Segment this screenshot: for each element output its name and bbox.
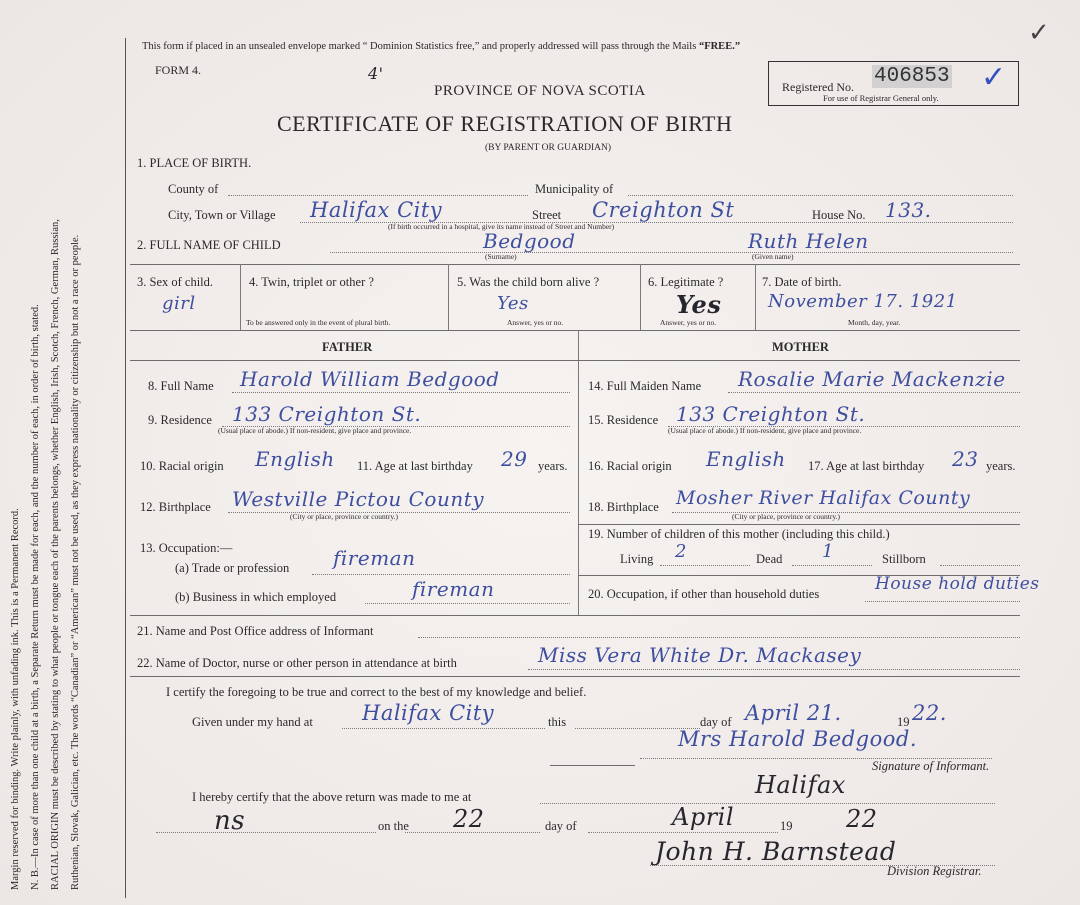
stillborn-label: Stillborn <box>882 552 926 566</box>
check-mark: ✓ <box>1028 18 1051 48</box>
rule <box>578 330 579 615</box>
informant-signature: Mrs Harold Bedgood. <box>678 727 917 751</box>
dob-note: Month, day, year. <box>848 318 901 327</box>
street-label: Street <box>532 208 562 222</box>
house-value: 133. <box>885 198 932 222</box>
mother-residence-note: (Usual place of abode.) If non-resident, give place and province. <box>668 426 862 435</box>
father-name-value: Harold William Bedgood <box>240 367 500 391</box>
alive-note: Answer, yes or no. <box>507 318 564 327</box>
rule <box>550 765 635 766</box>
rule <box>672 512 1020 513</box>
given-place: Halifax City <box>362 701 495 725</box>
mother-name-value: Rosalie Marie Mackenzie <box>738 367 1006 391</box>
rule <box>448 264 449 330</box>
father-trade-label: (a) Trade or profession <box>175 561 290 575</box>
father-birthplace-note: (City or place, province or country.) <box>290 512 399 521</box>
father-business-value: fireman <box>412 577 495 601</box>
twin-label: 4. Twin, triplet or other ? <box>249 275 374 289</box>
rule <box>342 728 545 729</box>
mail-notice <box>142 41 740 52</box>
mother-birthplace-label: 18. Birthplace <box>588 500 659 514</box>
rule <box>130 615 1020 616</box>
registered-label: Registered No. <box>782 80 854 94</box>
father-occupation-label: 13. Occupation:— <box>140 541 233 555</box>
father-racial-label: 10. Racial origin <box>140 459 224 473</box>
registrar-initials: ns <box>214 806 246 836</box>
city-label: City, Town or Village <box>168 208 276 222</box>
legitimate-value: Yes <box>676 290 722 319</box>
mother-name-label: 14. Full Maiden Name <box>588 379 702 393</box>
signature-label: Signature of Informant. <box>872 759 990 773</box>
rule <box>130 360 1020 361</box>
page-subtitle: (BY PARENT OR GUARDIAN) <box>485 143 612 153</box>
child-given-name: Ruth Helen <box>748 229 869 253</box>
margin-note-3: RACIAL ORIGIN must be described by stating to what people or tongue each of the parents belongs, whether English, Irish, Scotch, French, German, Russian, <box>50 219 61 890</box>
registrar-label: Division Registrar. <box>887 864 982 878</box>
mother-heading: MOTHER <box>772 340 829 354</box>
rule <box>528 669 1020 670</box>
rule <box>365 603 570 604</box>
day-value: April 21. <box>745 701 842 725</box>
rule <box>865 601 1020 602</box>
father-residence-note: (Usual place of abode.) If non-resident, give place and province. <box>218 426 412 435</box>
alive-value: Yes <box>497 293 529 314</box>
mother-occupation-label: 20. Occupation, if other than household duties <box>588 587 820 601</box>
year-prefix: 19 <box>897 715 910 729</box>
dob-value: November 17. 1921 <box>768 291 958 312</box>
registrar-dayof: day of <box>545 819 577 833</box>
rule <box>228 512 570 513</box>
registered-note: For use of Registrar General only. <box>823 93 939 103</box>
this-label: this <box>548 715 567 729</box>
margin-note-4: Ruthenian, Slovak, Galician, etc. The words “Canadian” or “American” must not be used, as they express nationality or citizenship but not a race or people. <box>70 234 81 890</box>
dayof-label: day of <box>700 715 732 729</box>
father-racial-value: English <box>255 447 335 471</box>
rule <box>418 637 1020 638</box>
rule <box>728 392 1020 393</box>
mother-birthplace-value: Mosher River Halifax County <box>676 487 971 509</box>
father-birthplace-label: 12. Birthplace <box>140 500 211 514</box>
doctor-label: 22. Name of Doctor, nurse or other person in attendance at birth <box>137 656 457 670</box>
legitimate-label: 6. Legitimate ? <box>648 275 724 289</box>
house-label: House No. <box>812 208 866 222</box>
father-residence-label: 9. Residence <box>148 413 212 427</box>
certify-text: I certify the foregoing to be true and correct to the best of my knowledge and belief. <box>166 685 587 699</box>
registrar-certify: I hereby certify that the above return was made to me at <box>192 790 472 804</box>
province-heading: PROVINCE OF NOVA SCOTIA <box>434 83 646 99</box>
rule <box>660 565 750 566</box>
father-trade-value: fireman <box>333 546 416 570</box>
given-label: Given under my hand at <box>192 715 313 729</box>
child-surname: Bedgood <box>483 229 576 253</box>
sex-label: 3. Sex of child. <box>137 275 214 289</box>
margin-note-2: N. B.—In case of more than one child at a birth, a Separate Return must be made for each, and the number of each, in order of birth, stated. <box>30 304 41 890</box>
living-label: Living <box>620 552 654 566</box>
mail-notice-text: This form if placed in an unsealed envelope marked “ Dominion Statistics free,” and properly addressed will pass through the Mails <box>142 41 697 52</box>
father-years: years. <box>538 459 568 473</box>
mother-residence-value: 133 Creighton St. <box>676 402 866 426</box>
father-age-label: 11. Age at last birthday <box>357 459 473 473</box>
rule <box>588 832 778 833</box>
year-value: 22. <box>912 701 947 725</box>
father-age-value: 29 <box>501 447 528 471</box>
registrar-month: April <box>672 803 735 831</box>
rule <box>792 565 872 566</box>
dead-value: 1 <box>822 541 834 562</box>
sex-value: girl <box>162 293 196 314</box>
registered-number: 406853 <box>874 65 950 88</box>
registrar-year: 22 <box>846 805 878 833</box>
county-line <box>228 195 528 196</box>
rule <box>755 264 756 330</box>
rule <box>578 524 1020 525</box>
father-residence-value: 133 Creighton St. <box>232 402 422 426</box>
street-value: Creighton St <box>592 198 735 222</box>
mother-racial-label: 16. Racial origin <box>588 459 672 473</box>
alive-label: 5. Was the child born alive ? <box>457 275 600 289</box>
registrar-signature: John H. Barnstead <box>655 837 897 866</box>
child-name-label: 2. FULL NAME OF CHILD <box>137 238 281 252</box>
city-value: Halifax City <box>310 198 443 222</box>
margin-rule <box>125 38 126 898</box>
twin-note: To be answered only in the event of plural birth. <box>246 318 391 327</box>
father-name-label: 8. Full Name <box>148 379 214 393</box>
legitimate-note: Answer, yes or no. <box>660 318 717 327</box>
father-heading: FATHER <box>322 340 373 354</box>
mother-occupation-value: House hold duties <box>875 574 1040 594</box>
registrar-day: 22 <box>453 805 485 833</box>
rule <box>312 574 570 575</box>
margin-note-1: Margin reserved for binding. Write plainly, with unfading ink. This is a Permanent Record. <box>10 508 21 890</box>
mother-residence-label: 15. Residence <box>588 413 659 427</box>
form-number: FORM 4. <box>155 63 202 77</box>
surname-note: (Surname) <box>485 252 517 261</box>
rule <box>156 832 376 833</box>
municipality-label: Municipality of <box>535 182 614 196</box>
rule <box>130 676 1020 677</box>
doctor-value: Miss Vera White Dr. Mackasey <box>538 643 862 667</box>
mail-notice-free: “FREE.” <box>698 41 741 52</box>
registrar-year-prefix: 19 <box>780 819 793 833</box>
page-title: CERTIFICATE OF REGISTRATION OF BIRTH <box>277 111 733 136</box>
father-birthplace-value: Westville Pictou County <box>232 487 485 511</box>
county-label: County of <box>168 182 219 196</box>
informant-label: 21. Name and Post Office address of Informant <box>137 624 374 638</box>
given-note: (Given name) <box>752 252 794 261</box>
mother-years: years. <box>986 459 1016 473</box>
rule <box>540 803 995 804</box>
rule <box>130 330 1020 331</box>
on-label: on the <box>378 819 409 833</box>
mother-racial-value: English <box>706 447 786 471</box>
municipality-line <box>628 195 1013 196</box>
living-value: 2 <box>675 541 687 562</box>
dead-label: Dead <box>756 552 783 566</box>
father-business-label: (b) Business in which employed <box>175 590 337 604</box>
mother-age-value: 23 <box>952 447 979 471</box>
registration-box <box>768 61 1019 106</box>
place-of-birth-heading: 1. PLACE OF BIRTH. <box>137 156 252 170</box>
dob-label: 7. Date of birth. <box>762 275 842 289</box>
margin-mark: 4' <box>368 64 384 83</box>
registrar-place: Halifax <box>755 771 846 799</box>
rule <box>405 832 540 833</box>
rule <box>640 264 641 330</box>
rule <box>240 264 241 330</box>
rule <box>232 392 570 393</box>
child-name-line <box>330 252 1013 253</box>
rule <box>130 264 1020 265</box>
blue-check-mark: ✓ <box>981 60 1007 95</box>
hospital-note: (If birth occurred in a hospital, give its name instead of Street and Number) <box>388 222 615 231</box>
rule <box>940 565 1020 566</box>
mother-birthplace-note: (City or place, province or country.) <box>732 512 841 521</box>
mother-children-label: 19. Number of children of this mother (including this child.) <box>588 527 890 541</box>
binding-margin <box>2 20 122 890</box>
mother-age-label: 17. Age at last birthday <box>808 459 925 473</box>
